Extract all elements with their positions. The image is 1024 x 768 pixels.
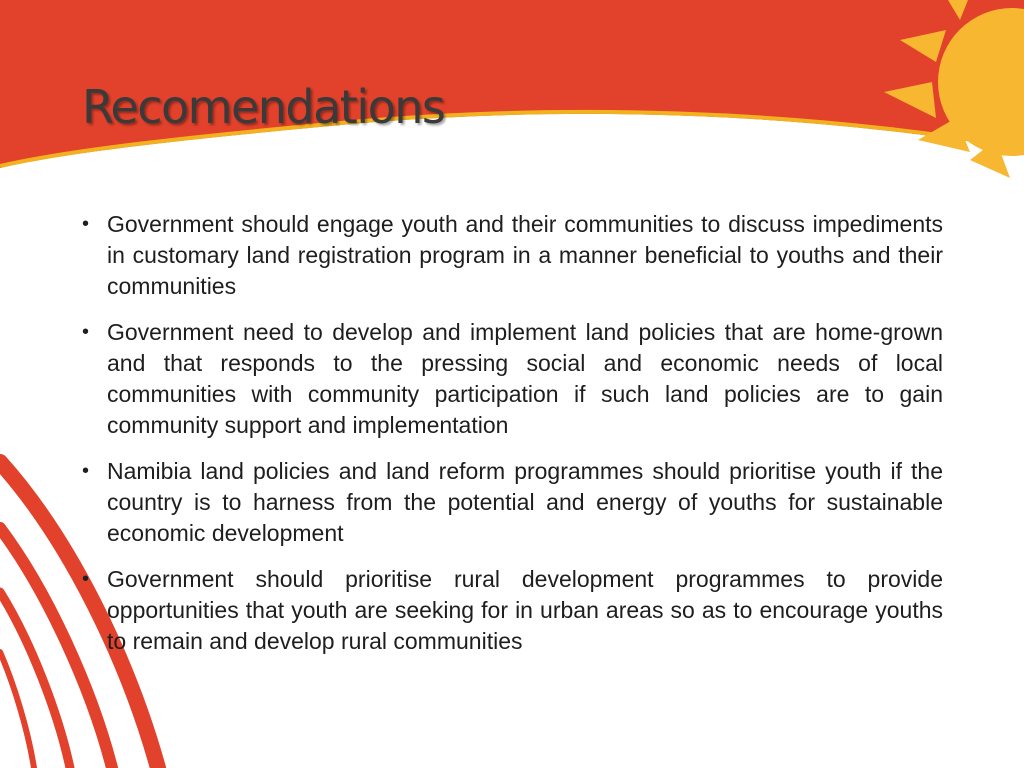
bullet-item bbox=[80, 317, 943, 441]
bullet-list bbox=[80, 209, 943, 672]
bullet-marker: • bbox=[82, 460, 90, 482]
bullet-marker: • bbox=[82, 213, 90, 235]
bullet-text: Government need to develop and implement land policies that are home-grown and that responds to the pressing social and economic needs of local communities with community participation if such land policies are to gain community support and implementation bbox=[107, 319, 943, 438]
bullet-marker: • bbox=[82, 321, 90, 343]
bullet-text: Government should prioritise rural development programmes to provide opportunities that youth are seeking for in urban areas so as to encourage youths to remain and develop rural communities bbox=[107, 566, 943, 654]
bullet-item bbox=[80, 209, 943, 302]
bullet-marker: • bbox=[82, 568, 90, 590]
bullet-item bbox=[80, 456, 943, 549]
slide-title: Recomendations bbox=[82, 80, 445, 134]
bullet-text: Namibia land policies and land reform programmes should prioritise youth if the country is to harness from the potential and energy of youths for sustainable economic development bbox=[107, 458, 943, 546]
bullet-text: Government should engage youth and their communities to discuss impediments in customary land registration program in a manner beneficial to youths and their communities bbox=[107, 211, 943, 299]
bullet-item bbox=[80, 564, 943, 657]
